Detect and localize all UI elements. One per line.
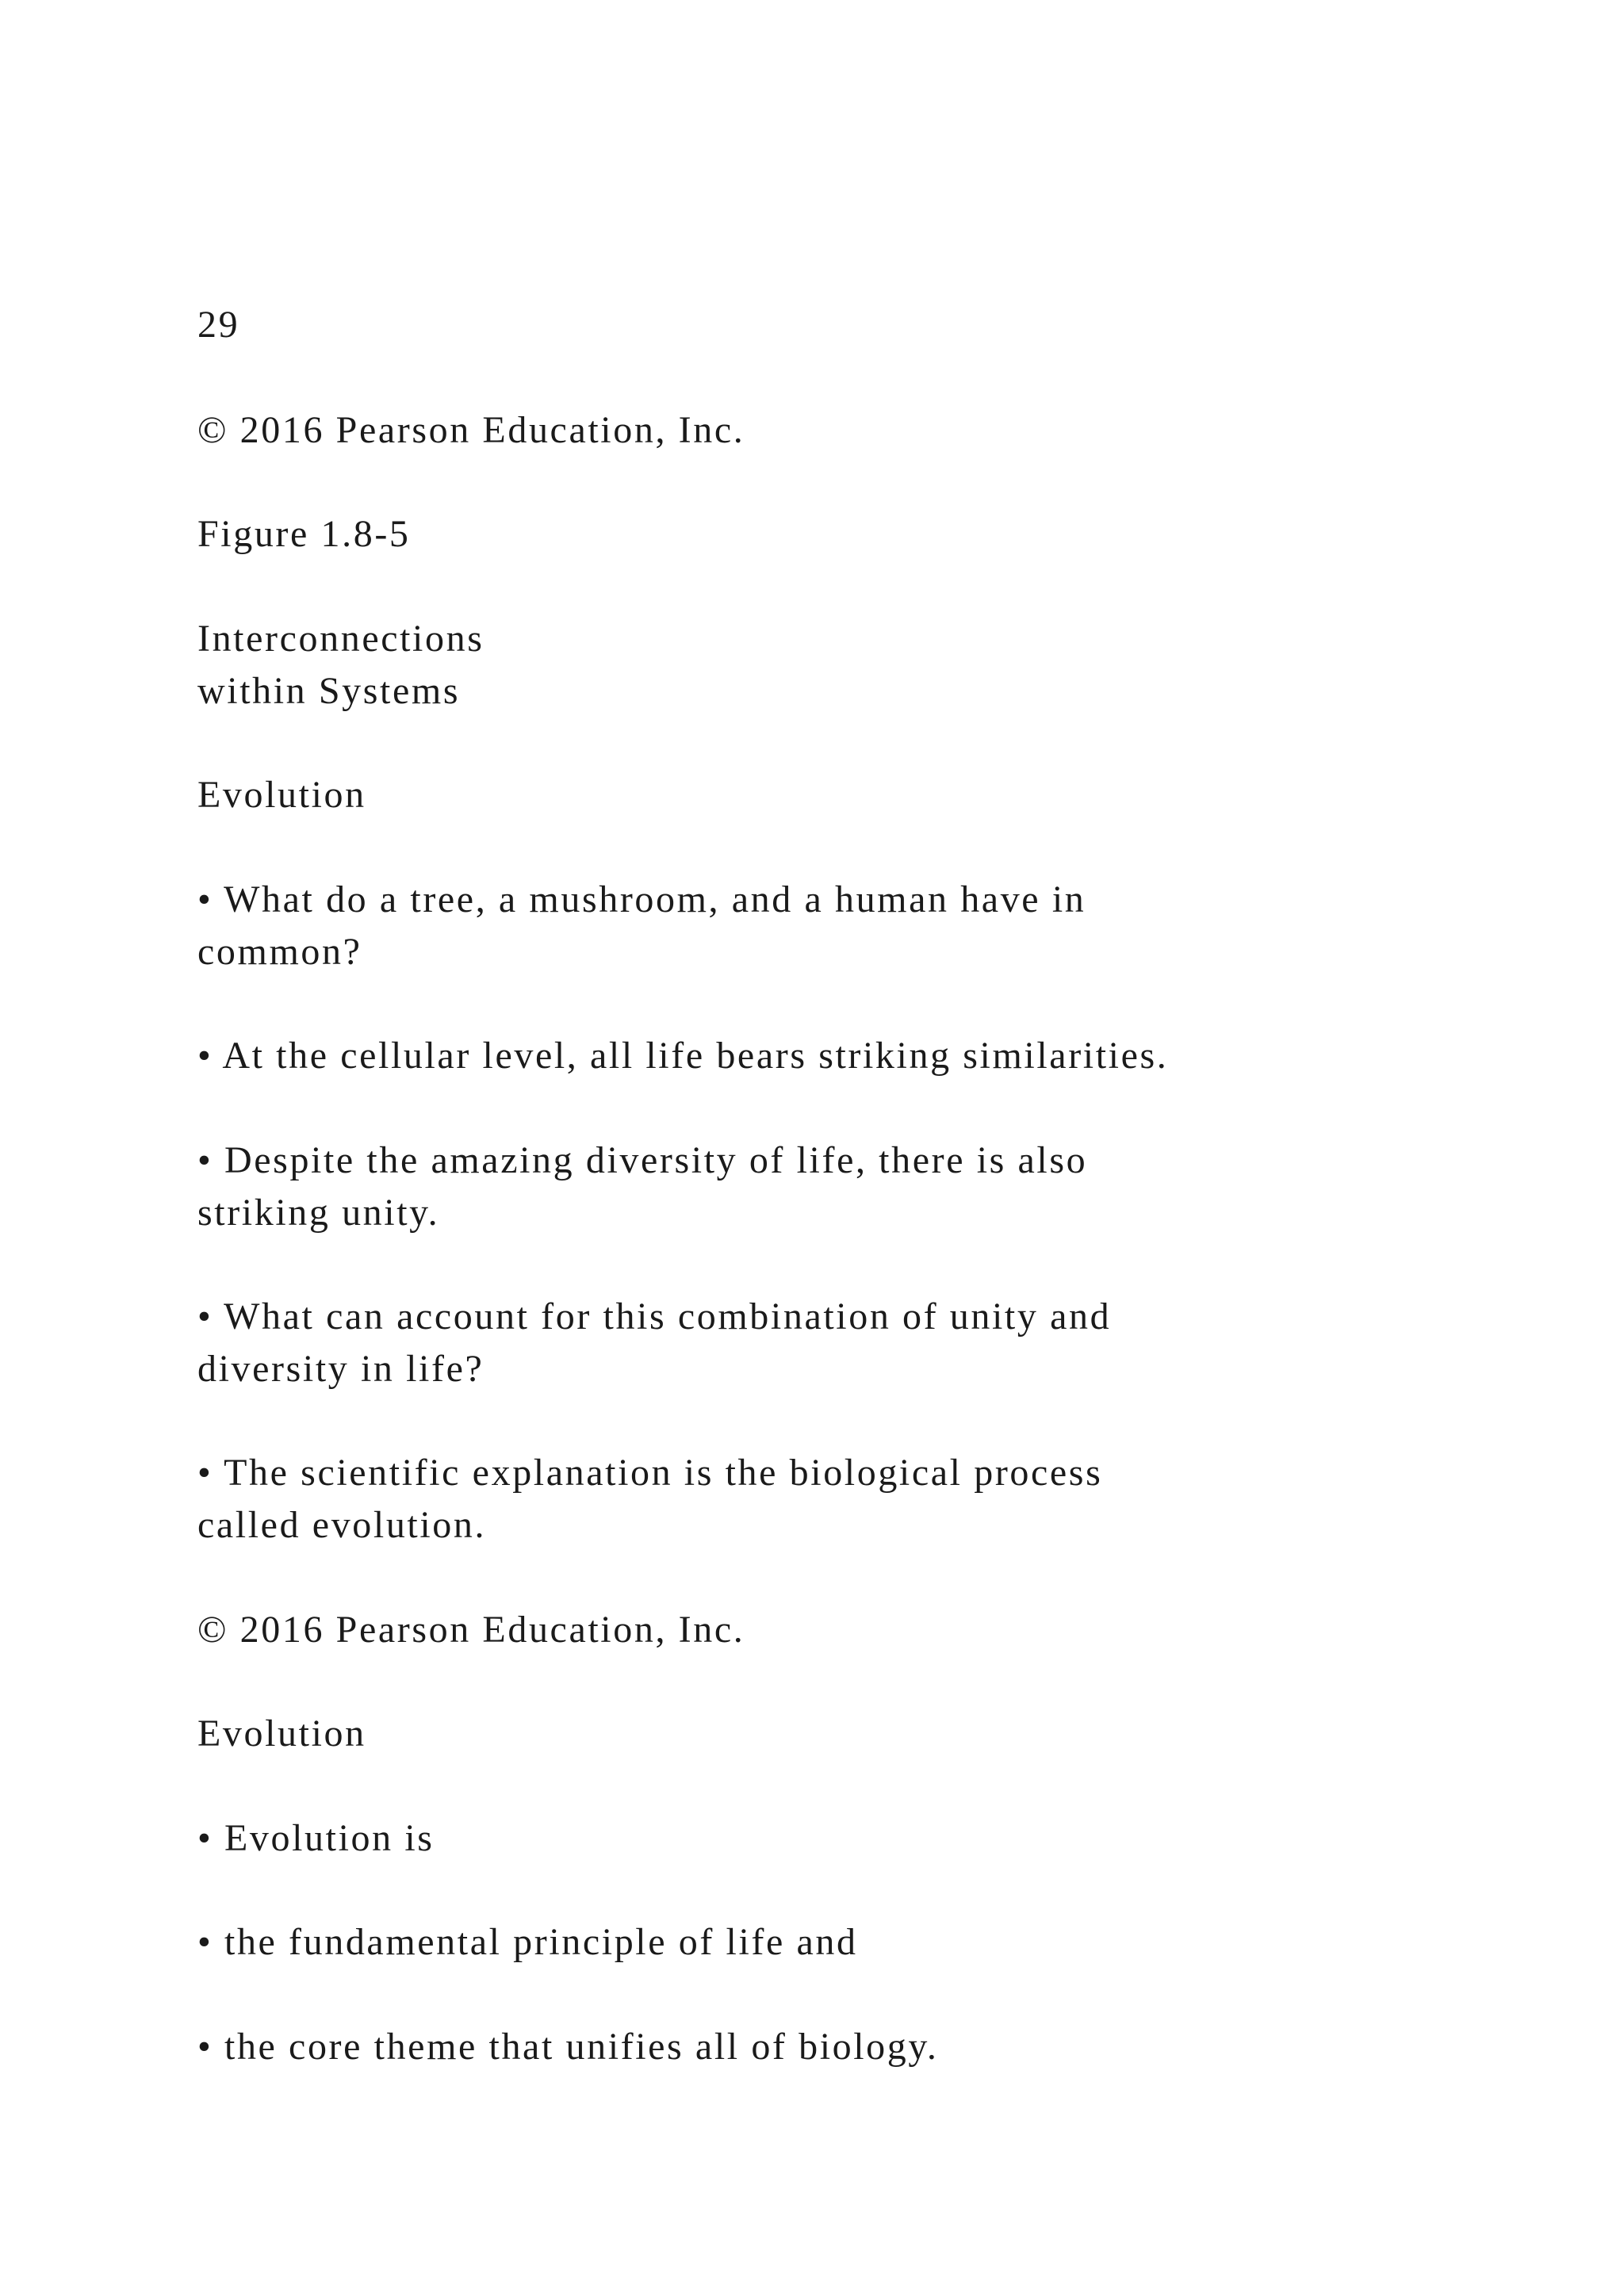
page-number: 29 xyxy=(197,304,240,346)
bullet-item: • Evolution is xyxy=(197,1817,435,1859)
copyright-notice: © 2016 Pearson Education, Inc. xyxy=(197,409,745,451)
bullet-item: • the fundamental principle of life and xyxy=(197,1921,858,1963)
bullet-item-line-2: striking unity. xyxy=(197,1192,440,1234)
copyright-notice: © 2016 Pearson Education, Inc. xyxy=(197,1609,745,1651)
bullet-item-line-1: • The scientific explanation is the biological process xyxy=(197,1452,1103,1494)
bullet-item: • the core theme that unifies all of biology. xyxy=(197,2026,939,2068)
bullet-item-line-1: • Despite the amazing diversity of life, there is also xyxy=(197,1139,1088,1181)
figure-caption-line-1: Interconnections xyxy=(197,618,485,660)
bullet-item-line-2: common? xyxy=(197,931,362,973)
section-heading: Evolution xyxy=(197,774,366,816)
bullet-item-line-2: called evolution. xyxy=(197,1504,487,1546)
section-heading: Evolution xyxy=(197,1712,366,1755)
figure-caption-line-2: within Systems xyxy=(197,670,461,712)
bullet-item-line-1: • What do a tree, a mushroom, and a human have in xyxy=(197,878,1086,920)
figure-label: Figure 1.8-5 xyxy=(197,513,411,555)
bullet-item-line-1: • What can account for this combination of unity and xyxy=(197,1295,1112,1337)
bullet-item-line-2: diversity in life? xyxy=(197,1348,485,1390)
bullet-item-line-1: • At the cellular level, all life bears striking similarities. xyxy=(197,1035,1169,1077)
